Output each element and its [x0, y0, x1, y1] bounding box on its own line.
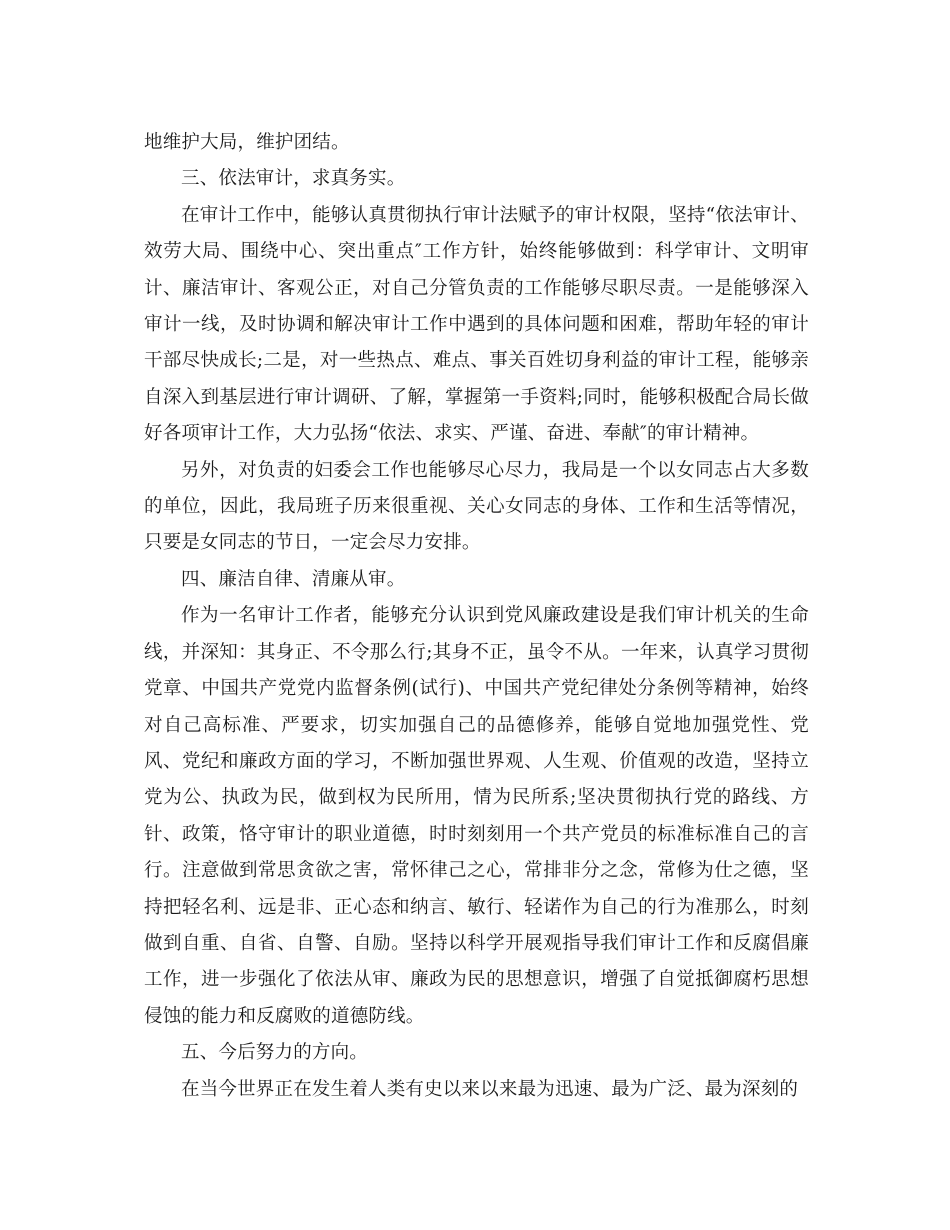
paragraph-integrity: 作为一名审计工作者，能够充分认识到党风廉政建设是我们审计机关的生命线，并深知：其身正、不令那么行;其身不正，虽令不从。一年来，认真学习贯彻党章、中国共产党党内监督条例(试行)、中国共产党纪律处分条例等精神，始终对自己高标准、严要求，切实加强自己的品德修养，能够自觉地加强党性、党风、党纪和廉政方面的学习，不断加强世界观、人生观、价值观的改造，坚持立党为公、执政为民，做到权为民所用，情为民所系;坚决贯彻执行党的路线、方针、政策，恪守审计的职业道德，时时刻刻用一个共产党员的标准标准自己的言行。注意做到常思贪欲之害，常怀律己之心，常排非分之念，常修为仕之德，坚持把轻名利、远是非、正心态和纳言、敏行、轻诺作为自己的行为准那么，时刻做到自重、自省、自警、自励。坚持以科学开展观指导我们审计工作和反腐倡廉工作，进一步强化了依法从审、廉政为民的思想意识，增强了自觉抵御腐朽思想侵蚀的能力和反腐败的道德防线。 — [144, 605, 809, 1027]
paragraph-womens-committee: 另外，对负责的妇委会工作也能够尽心尽力，我局是一个以女同志占大多数的单位，因此，我局班子历来很重视、关心女同志的身体、工作和生活等情况，只要是女同志的节日，一定会尽力安排。 — [144, 459, 809, 554]
section-heading-4: 四、廉洁自律、清廉从审。 — [181, 568, 406, 590]
section-heading-5: 五、今后努力的方向。 — [181, 1042, 369, 1064]
paragraph-continuation: 地维护大局，维护团结。 — [144, 132, 350, 153]
document-body — [144, 125, 809, 1108]
paragraph-audit-work: 在审计工作中，能够认真贯彻执行审计法赋予的审计权限，坚持“依法审计、效劳大局、围绕中心、突出重点″工作方针，始终能够做到：科学审计、文明审计、廉洁审计、客观公正，对自己分管负责的工作能够尽职尽责。一是能够深入审计一线，及时协调和解决审计工作中遇到的具体问题和困难，帮助年轻的审计干部尽快成长;二是，对一些热点、难点、事关百姓切身利益的审计工程，能够亲自深入到基层进行审计调研、了解，掌握第一手资料;同时，能够积极配合局长做好各项审计工作，大力弘扬“依法、求实、严谨、奋进、奉献″的审计精神。 — [144, 204, 809, 445]
paragraph-future-direction: 在当今世界正在发生着人类有史以来以来最为迅速、最为广泛、最为深刻的 — [181, 1078, 799, 1100]
section-heading-3: 三、依法审计，求真务实。 — [181, 168, 406, 190]
